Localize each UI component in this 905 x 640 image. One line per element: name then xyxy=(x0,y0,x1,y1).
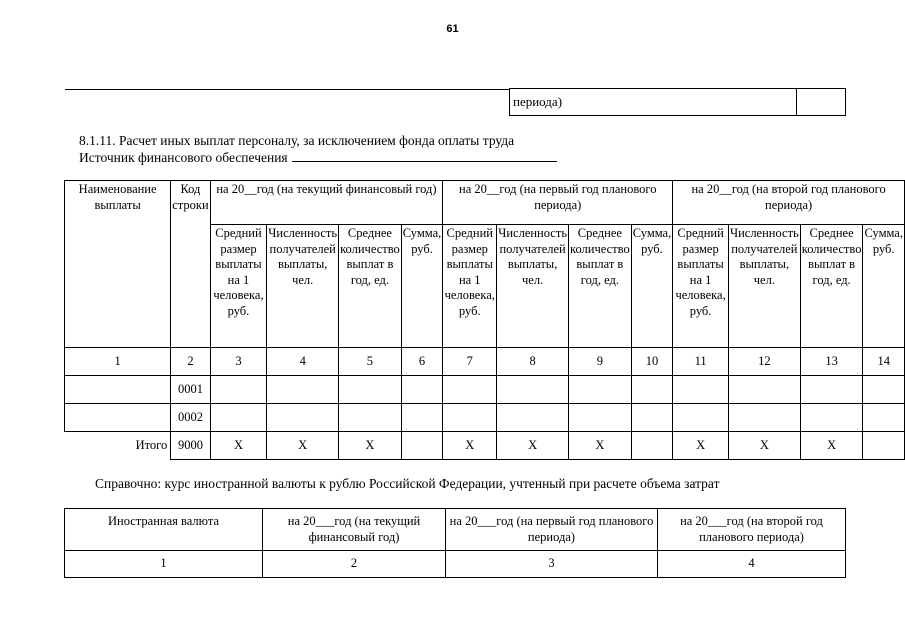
column-number: 2 xyxy=(171,348,210,376)
continuation-table xyxy=(509,88,846,116)
x-mark: X xyxy=(339,432,402,460)
x-mark: X xyxy=(728,432,800,460)
data-cell[interactable] xyxy=(339,376,402,404)
subheader-avg-payment: Средний размер выплаты на 1 человека, руб. xyxy=(443,225,497,348)
x-mark: X xyxy=(497,432,569,460)
column-number: 11 xyxy=(673,348,729,376)
data-cell[interactable] xyxy=(401,404,443,432)
column-number: 3 xyxy=(446,551,658,578)
header-year-first: на 20__год (на первый год планового периода) xyxy=(443,181,673,225)
top-rule xyxy=(65,89,510,90)
column-number: 2 xyxy=(263,551,446,578)
x-mark: X xyxy=(673,432,729,460)
line-code-cell: 0001 xyxy=(171,376,210,404)
column-number: 6 xyxy=(401,348,443,376)
header-year-current: на 20__год (на текущий финансовый год) xyxy=(210,181,443,225)
payments-table xyxy=(64,180,905,460)
column-number: 13 xyxy=(800,348,863,376)
header-year-first: на 20___год (на первый год планового периода) xyxy=(446,509,658,551)
data-cell[interactable] xyxy=(339,404,402,432)
data-cell[interactable] xyxy=(800,376,863,404)
line-code-cell: 0002 xyxy=(171,404,210,432)
x-mark: X xyxy=(443,432,497,460)
data-cell[interactable] xyxy=(800,404,863,432)
subheader-sum: Сумма, руб. xyxy=(631,225,673,348)
total-cell[interactable] xyxy=(631,432,673,460)
data-cell[interactable] xyxy=(267,404,339,432)
header-year-second: на 20___год (на второй год планового периода) xyxy=(658,509,846,551)
total-cell[interactable] xyxy=(863,432,905,460)
x-mark: X xyxy=(267,432,339,460)
data-cell[interactable] xyxy=(631,404,673,432)
table-row xyxy=(65,376,905,404)
subheader-recipient-count: Численность получателей выплаты, чел. xyxy=(728,225,800,348)
subheader-avg-quantity: Среднее количество выплат в год, ед. xyxy=(569,225,632,348)
x-mark: X xyxy=(569,432,632,460)
column-number: 1 xyxy=(65,348,171,376)
reference-note: Справочно: курс иностранной валюты к рублю Российской Федерации, учтенный при расчете объема затрат xyxy=(95,476,720,491)
data-cell[interactable] xyxy=(401,376,443,404)
column-number: 5 xyxy=(339,348,402,376)
header-line-code: Код строки xyxy=(171,181,210,348)
total-cell[interactable] xyxy=(401,432,443,460)
column-number: 12 xyxy=(728,348,800,376)
column-number: 7 xyxy=(443,348,497,376)
column-number: 9 xyxy=(569,348,632,376)
column-number: 8 xyxy=(497,348,569,376)
data-cell[interactable] xyxy=(728,376,800,404)
x-mark: X xyxy=(210,432,267,460)
data-cell[interactable] xyxy=(497,404,569,432)
data-cell[interactable] xyxy=(443,376,497,404)
subheader-recipient-count: Численность получателей выплаты, чел. xyxy=(497,225,569,348)
data-cell[interactable] xyxy=(210,404,267,432)
subheader-avg-payment: Средний размер выплаты на 1 человека, руб. xyxy=(673,225,729,348)
funding-source-field[interactable] xyxy=(292,149,557,162)
subheader-sum: Сумма, руб. xyxy=(401,225,443,348)
data-cell[interactable] xyxy=(673,376,729,404)
data-cell[interactable] xyxy=(728,404,800,432)
page-number: 61 xyxy=(446,23,459,35)
total-code: 9000 xyxy=(171,432,210,460)
column-number: 1 xyxy=(65,551,263,578)
funding-source-label: Источник финансового обеспечения xyxy=(79,150,288,165)
data-cell[interactable] xyxy=(863,376,905,404)
data-cell[interactable] xyxy=(863,404,905,432)
continuation-empty-cell xyxy=(797,89,846,116)
subheader-avg-quantity: Среднее количество выплат в год, ед. xyxy=(800,225,863,348)
payment-name-cell[interactable] xyxy=(65,404,171,432)
total-label: Итого xyxy=(65,432,171,460)
data-cell[interactable] xyxy=(569,376,632,404)
column-number: 4 xyxy=(658,551,846,578)
data-cell[interactable] xyxy=(673,404,729,432)
subheader-avg-payment: Средний размер выплаты на 1 человека, руб. xyxy=(210,225,267,348)
x-mark: X xyxy=(800,432,863,460)
subheader-avg-quantity: Среднее количество выплат в год, ед. xyxy=(339,225,402,348)
total-row xyxy=(65,432,905,460)
data-cell[interactable] xyxy=(443,404,497,432)
data-cell[interactable] xyxy=(497,376,569,404)
data-cell[interactable] xyxy=(631,376,673,404)
column-number: 10 xyxy=(631,348,673,376)
table-row xyxy=(65,404,905,432)
header-payment-name: Наименование выплаты xyxy=(65,181,171,348)
currency-table xyxy=(64,508,846,578)
payment-name-cell[interactable] xyxy=(65,376,171,404)
header-year-second: на 20__год (на второй год планового периода) xyxy=(673,181,905,225)
subheader-sum: Сумма, руб. xyxy=(863,225,905,348)
subheader-recipient-count: Численность получателей выплаты, чел. xyxy=(267,225,339,348)
header-year-current: на 20___год (на текущий финансовый год) xyxy=(263,509,446,551)
funding-source-line xyxy=(79,149,557,166)
continuation-cell: периода) xyxy=(510,89,797,116)
data-cell[interactable] xyxy=(210,376,267,404)
section-title: 8.1.11. Расчет иных выплат персоналу, за исключением фонда оплаты труда xyxy=(79,133,515,148)
data-cell[interactable] xyxy=(569,404,632,432)
header-currency: Иностранная валюта xyxy=(65,509,263,551)
column-number: 4 xyxy=(267,348,339,376)
data-cell[interactable] xyxy=(267,376,339,404)
column-number: 14 xyxy=(863,348,905,376)
column-number: 3 xyxy=(210,348,267,376)
